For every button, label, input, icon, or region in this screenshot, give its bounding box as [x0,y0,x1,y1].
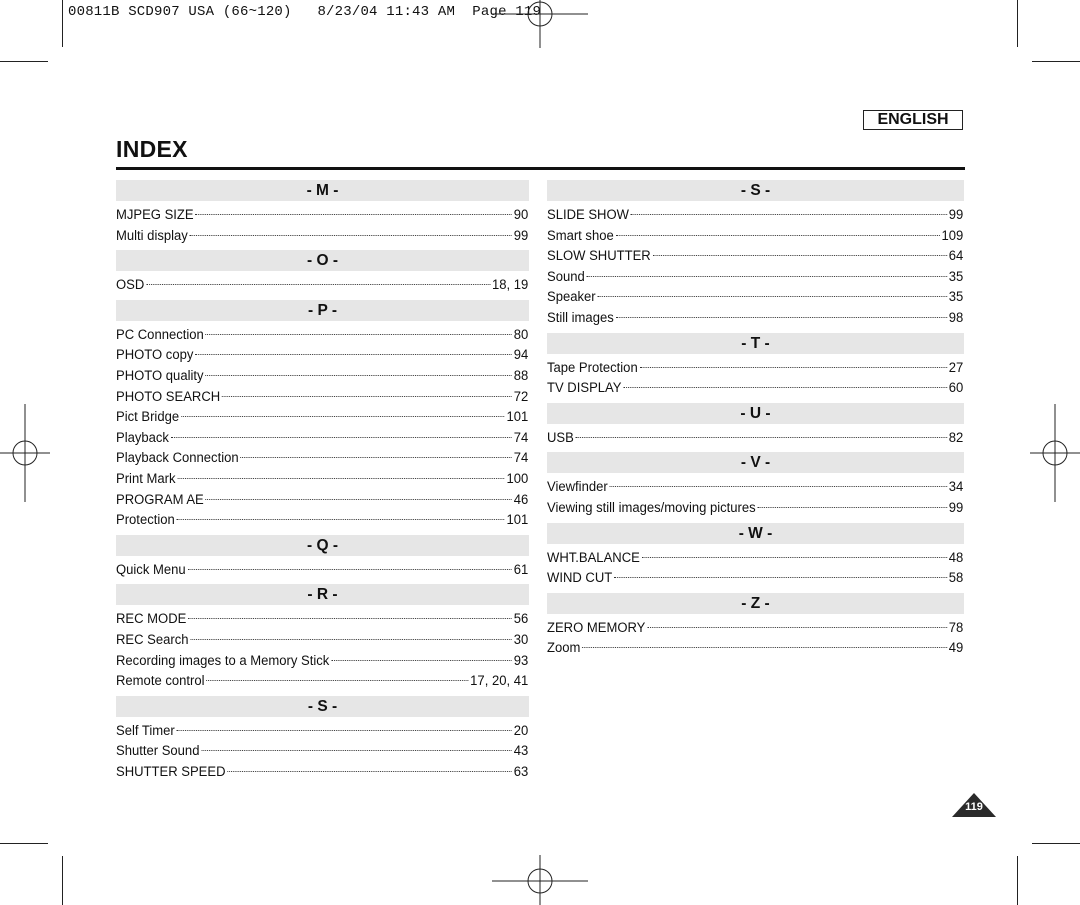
dot-leader [190,235,512,236]
entry-page-reference: 27 [948,359,964,376]
dot-leader [146,284,490,285]
entry-term: Multi display [116,227,188,244]
dot-leader [616,235,940,236]
dot-leader [647,627,947,628]
entry-term: Speaker [547,289,596,306]
index-section [116,300,529,531]
entry-page-reference: 99 [948,499,964,516]
entry-term: Remote control [116,673,205,690]
entry-term: Tape Protection [547,359,638,376]
index-entry [116,325,528,346]
index-section [116,584,529,691]
entry-page-reference: 80 [513,326,529,343]
dot-leader [587,276,947,277]
entry-term: OSD [116,277,145,294]
dot-leader [642,557,947,558]
index-entry [547,638,963,659]
index-entry [116,651,528,672]
entry-page-reference: 109 [941,227,964,244]
index-section [116,180,529,246]
title-rule [116,167,965,170]
entry-page-reference: 34 [948,479,964,496]
entry-page-reference: 61 [513,561,529,578]
dot-leader [240,457,511,458]
index-section [547,593,964,659]
registration-mark-bottom [492,855,588,905]
entry-term: Viewing still images/moving pictures [547,499,756,516]
dot-leader [190,639,511,640]
entry-term: Viewfinder [547,479,608,496]
index-entry [547,378,963,399]
dot-leader [623,387,947,388]
index-entry [547,548,963,569]
index-entry [547,477,963,498]
entry-page-reference: 48 [948,549,964,566]
section-letter-heading: - W - [547,523,964,544]
index-entry [116,721,528,742]
index-section [547,333,964,399]
dot-leader [206,334,512,335]
entry-term: PHOTO quality [116,367,204,384]
page-number: 119 [965,801,983,813]
entry-term: USB [547,429,574,446]
entry-page-reference: 49 [948,640,964,657]
index-entry [547,498,963,519]
dot-leader [177,519,505,520]
dot-leader [195,214,511,215]
dot-leader [597,296,946,297]
entry-term: Pict Bridge [116,409,180,426]
entry-term: REC MODE [116,611,187,628]
entry-page-reference: 63 [513,763,529,780]
section-letter-heading: - V - [547,452,964,473]
index-column-left [116,180,529,786]
registration-mark-left [0,404,50,502]
entry-page-reference: 58 [948,570,964,587]
entry-term: TV DISPLAY [547,380,622,397]
language-badge: ENGLISH [863,110,963,130]
index-entry [116,609,528,630]
entry-page-reference: 30 [513,631,529,648]
entry-page-reference: 93 [513,652,529,669]
dot-leader [177,730,512,731]
section-letter-heading: - T - [547,333,964,354]
entry-term: REC Search [116,631,189,648]
entry-page-reference: 60 [948,380,964,397]
print-slug: 00811B SCD907 USA (66~120) 8/23/04 11:43 AM Page 119 [68,4,542,20]
entry-page-reference: 35 [948,268,964,285]
registration-mark-right [1030,404,1080,502]
index-entry [116,345,528,366]
index-entry [116,226,528,247]
entry-page-reference: 72 [513,388,529,405]
entry-term: Recording images to a Memory Stick [116,652,330,669]
index-entry [547,428,963,449]
section-letter-heading: - R - [116,584,529,605]
entry-term: Still images [547,309,614,326]
entry-term: SLIDE SHOW [547,207,629,223]
index-entry [547,267,963,288]
entry-page-reference: 94 [513,347,529,364]
dot-leader [181,416,505,417]
index-section [116,250,529,296]
entry-page-reference: 101 [506,512,529,529]
entry-page-reference: 74 [513,429,529,446]
entry-page-reference: 56 [513,611,529,628]
dot-leader [631,214,947,215]
dot-leader [582,647,947,648]
entry-page-reference: 18, 19 [491,277,529,294]
entry-term: Sound [547,268,585,285]
index-entry [547,618,963,639]
dot-leader [177,478,504,479]
entry-term: Playback Connection [116,450,239,467]
index-entry [116,741,528,762]
entry-term: Protection [116,512,175,529]
entry-term: PHOTO SEARCH [116,388,221,405]
index-entry [116,275,528,296]
dot-leader [331,660,512,661]
entry-term: Self Timer [116,722,175,739]
entry-page-reference: 64 [948,248,964,265]
index-entry [116,762,528,783]
dot-leader [171,437,512,438]
entry-term: SLOW SHUTTER [547,248,651,265]
index-entry [547,226,963,247]
dot-leader [206,680,468,681]
index-entry [116,630,528,651]
index-column-right [547,180,964,663]
entry-term: ZERO MEMORY [547,619,646,636]
dot-leader [227,771,512,772]
section-letter-heading: - O - [116,250,529,271]
index-entry [116,407,528,428]
dot-leader [758,507,947,508]
entry-page-reference: 35 [948,289,964,306]
index-section [547,403,964,449]
index-section [116,696,529,783]
entry-page-reference: 78 [948,619,964,636]
index-entry [116,387,528,408]
entry-page-reference: 82 [948,429,964,446]
entry-page-reference: 99 [948,207,964,223]
section-letter-heading: - U - [547,403,964,424]
index-entry [116,205,528,226]
index-entry [547,287,963,308]
dot-leader [195,354,512,355]
dot-leader [616,317,947,318]
index-entry [116,469,528,490]
section-letter-heading: - Q - [116,535,529,556]
dot-leader [653,255,947,256]
entry-term: WHT.BALANCE [547,549,640,566]
index-entry [116,448,528,469]
entry-term: Print Mark [116,470,176,487]
entry-term: Playback [116,429,169,446]
dot-leader [187,569,511,570]
index-section [547,523,964,589]
entry-term: Quick Menu [116,561,186,578]
entry-page-reference: 99 [513,227,529,244]
entry-term: PHOTO copy [116,347,194,364]
dot-leader [205,375,512,376]
index-entry [547,246,963,267]
index-entry [116,366,528,387]
dot-leader [576,437,947,438]
entry-page-reference: 100 [506,470,529,487]
entry-page-reference: 46 [513,491,529,508]
entry-page-reference: 20 [513,722,529,739]
page-number-badge [951,792,997,818]
section-letter-heading: - M - [116,180,529,201]
dot-leader [188,618,512,619]
index-entry [547,205,963,226]
index-entry [116,510,528,531]
dot-leader [640,367,947,368]
dot-leader [201,750,512,751]
entry-page-reference: 98 [948,309,964,326]
section-letter-heading: - S - [116,696,529,717]
entry-page-reference: 17, 20, 41 [470,673,529,690]
entry-page-reference: 74 [513,450,529,467]
entry-term: PC Connection [116,326,204,343]
entry-term: MJPEG SIZE [116,207,194,223]
section-letter-heading: - Z - [547,593,964,614]
index-entry [547,308,963,329]
entry-term: WIND CUT [547,570,613,587]
entry-term: Zoom [547,640,581,657]
entry-page-reference: 88 [513,367,529,384]
dot-leader [206,499,512,500]
index-entry [116,671,528,692]
index-entry [547,568,963,589]
entry-page-reference: 90 [513,207,529,223]
index-entry [116,490,528,511]
entry-page-reference: 43 [513,743,529,760]
index-section [547,452,964,518]
section-letter-heading: - S - [547,180,964,201]
page-title: INDEX [116,136,188,162]
entry-page-reference: 101 [506,409,529,426]
index-entry [116,560,528,581]
dot-leader [614,577,947,578]
section-letter-heading: - P - [116,300,529,321]
registration-mark-top [492,0,588,50]
entry-term: Smart shoe [547,227,614,244]
index-entry [116,428,528,449]
entry-term: Shutter Sound [116,743,200,760]
entry-term: SHUTTER SPEED [116,763,226,780]
index-entry [547,358,963,379]
index-section [116,535,529,581]
entry-term: PROGRAM AE [116,491,204,508]
dot-leader [222,396,512,397]
dot-leader [610,486,947,487]
index-section [547,180,964,329]
